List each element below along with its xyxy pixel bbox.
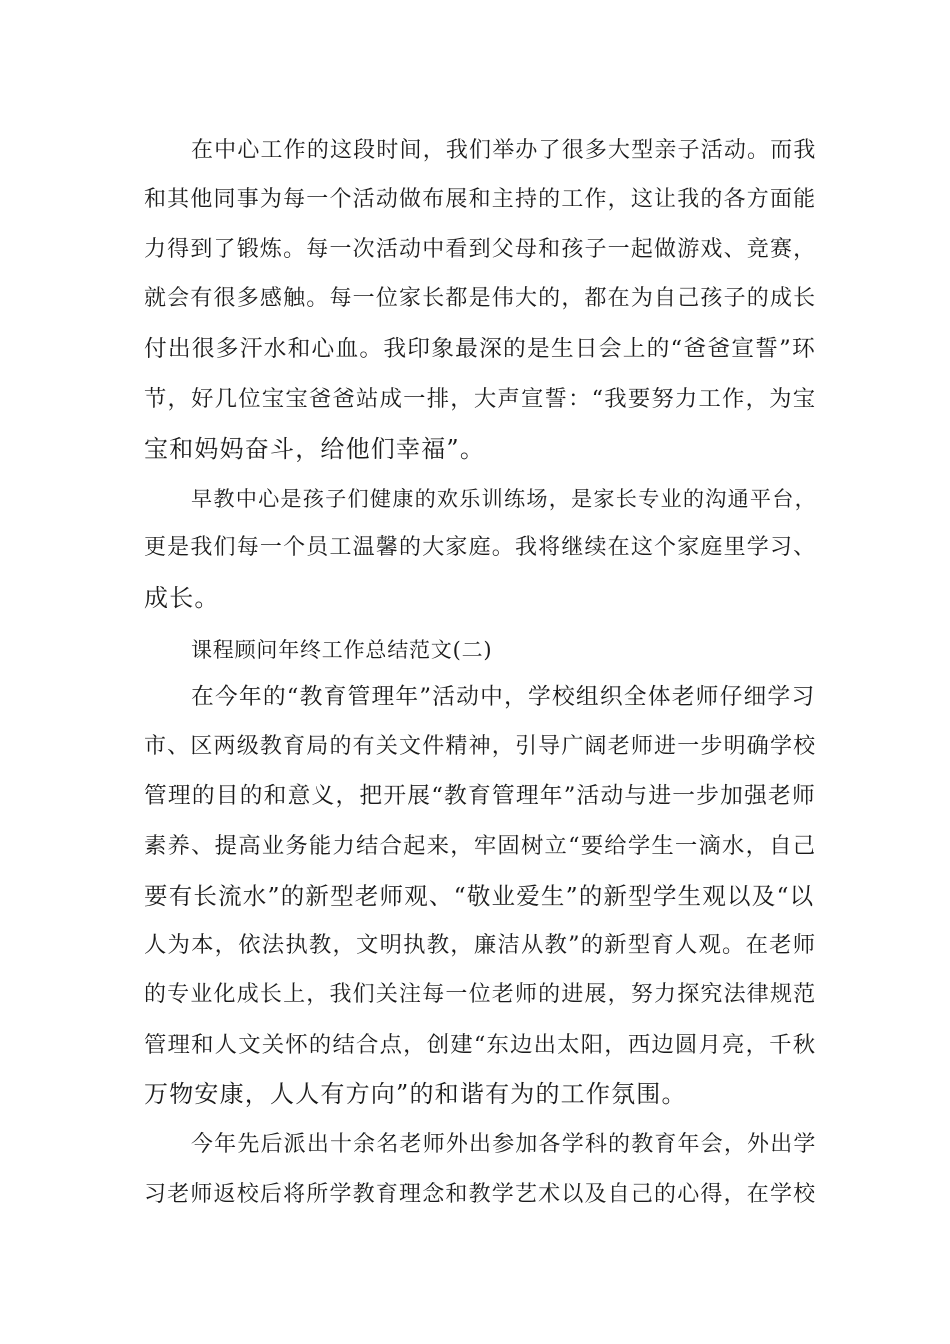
paragraph-2-line-2: 更是我们每一个员工温馨的大家庭。我将继续在这个家庭里学习、: [144, 535, 817, 560]
paragraph-1-line-6: 节，好几位宝宝爸爸站成一排，大声宣誓：“我要努力工作，为宝: [144, 386, 817, 412]
paragraph-3-line-2: 市、区两级教育局的有关文件精神，引导广阔老师进一步明确学校: [144, 734, 817, 759]
section-heading: 课程顾问年终工作总结范文(二): [191, 638, 493, 662]
paragraph-1-line-1: 在中心工作的这段时间，我们举办了很多大型亲子活动。而我: [191, 138, 817, 163]
paragraph-2-line-3: 成长。: [144, 584, 220, 612]
paragraph-1-line-4: 就会有很多感触。每一位家长都是伟大的，都在为自己孩子的成长: [144, 286, 817, 311]
paragraph-4-line-1: 今年先后派出十余名老师外出参加各学科的教育年会，外出学: [191, 1132, 817, 1157]
paragraph-1-line-5: 付出很多汗水和心血。我印象最深的是生日会上的“爸爸宣誓”环: [144, 336, 816, 362]
paragraph-3-line-4: 素养、提高业务能力结合起来，牢固树立“要给学生一滴水，自己: [144, 833, 817, 859]
paragraph-3-line-5: 要有长流水”的新型老师观、“敬业爱生”的新型学生观以及“以: [144, 882, 815, 910]
paragraph-2-line-1: 早教中心是孩子们健康的欢乐训练场，是家长专业的沟通平台，: [191, 486, 817, 511]
paragraph-1-line-2: 和其他同事为每一个活动做布展和主持的工作，这让我的各方面能: [144, 187, 817, 212]
paragraph-1-line-7: 宝和妈妈奋斗，给他们幸福”。: [144, 435, 486, 463]
paragraph-3-line-3: 管理的目的和意义，把开展“教育管理年”活动与进一步加强老师: [144, 783, 816, 809]
paragraph-3-line-6: 人为本，依法执教，文明执教，廉洁从教”的新型育人观。在老师: [144, 932, 817, 958]
paragraph-1-line-3: 力得到了锻炼。每一次活动中看到父母和孩子一起做游戏、竞赛，: [144, 237, 817, 262]
paragraph-4-line-2: 习老师返校后将所学教育理念和教学艺术以及自己的心得，在学校: [144, 1182, 817, 1207]
paragraph-3-line-7: 的专业化成长上，我们关注每一位老师的进展，努力探究法律规范: [144, 982, 817, 1007]
paragraph-3-line-9: 万物安康，人人有方向”的和谐有为的工作氛围。: [144, 1080, 687, 1108]
paragraph-3-line-1: 在今年的“教育管理年”活动中，学校组织全体老师仔细学习: [191, 684, 816, 710]
paragraph-3-line-8: 管理和人文关怀的结合点，创建“东边出太阳，西边圆月亮，千秋: [144, 1032, 817, 1058]
